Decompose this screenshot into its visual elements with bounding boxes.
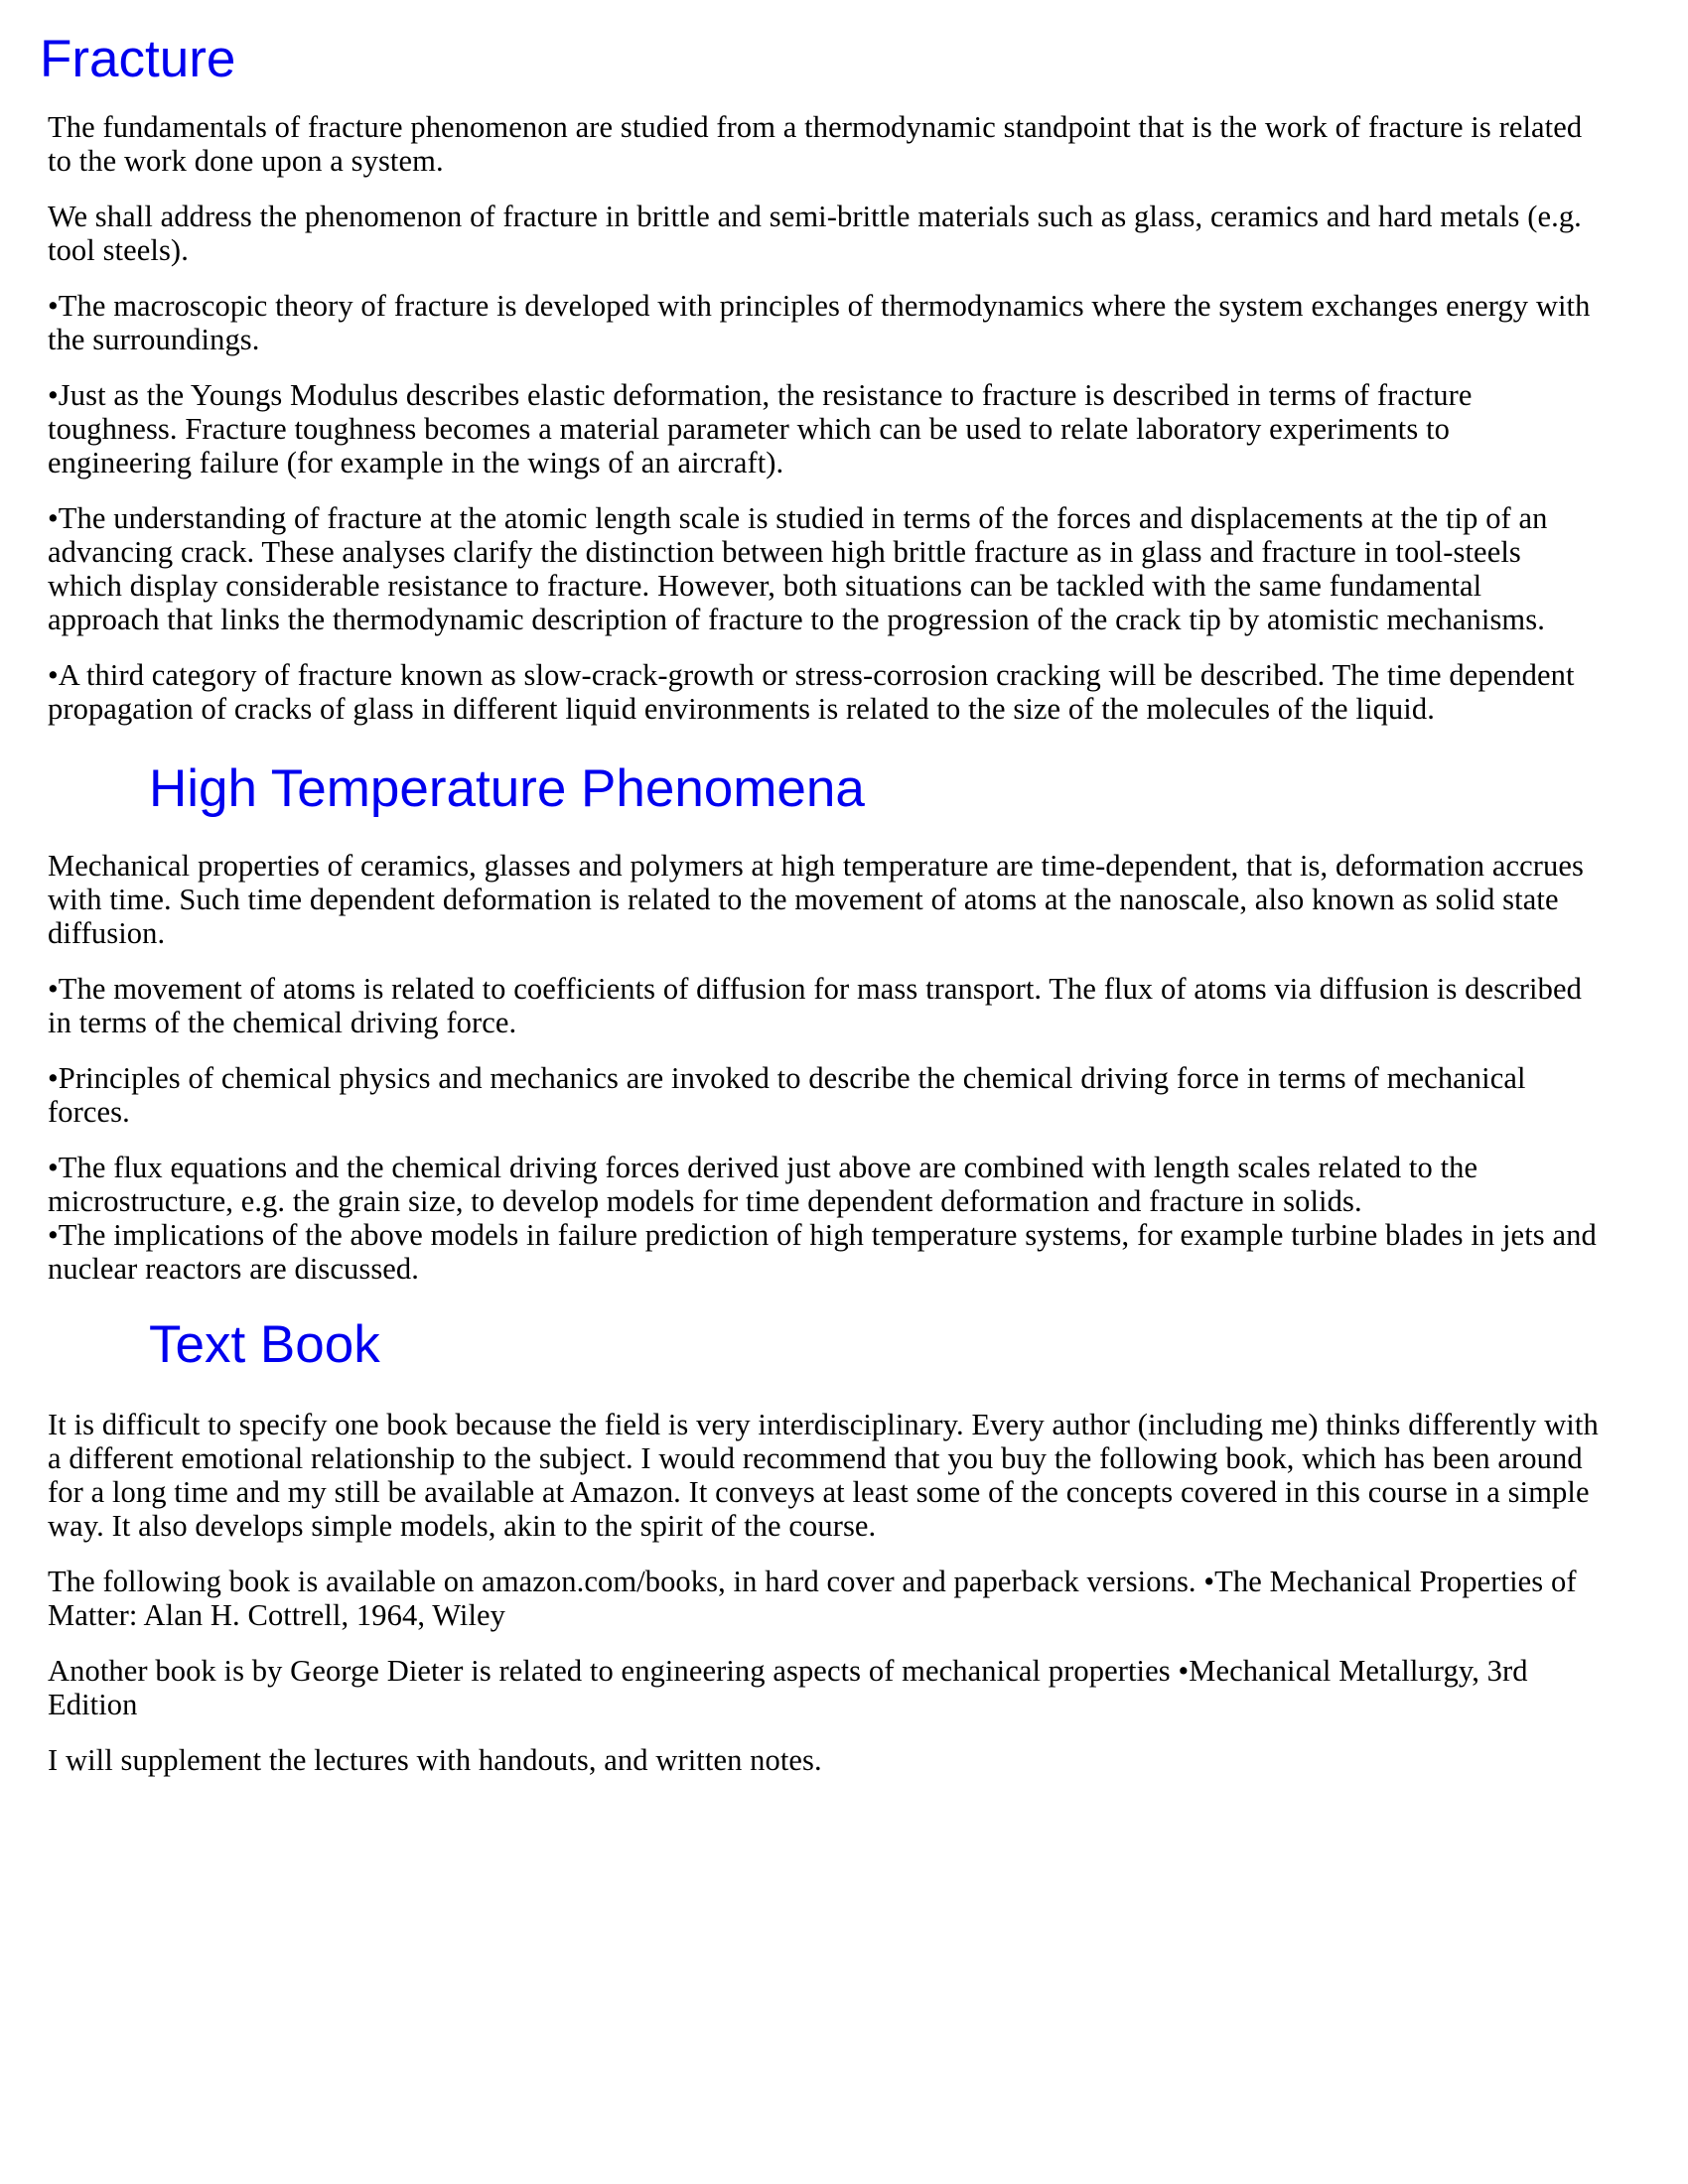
fracture-bullet-2: •Just as the Youngs Modulus describes elastic deformation, the resistance to fracture is described in terms of fracture toughness. Fracture toughness becomes a material parameter which can be used to relate laboratory experiments to engineering failure (for example in the wings of an aircraft). [48, 378, 1473, 480]
high-temperature-bullet-1: •The movement of atoms is related to coefficients of diffusion for mass transport. The flux of atoms via diffusion is described in terms of the chemical driving force. [48, 971, 1582, 1039]
text-book-paragraph-1: It is difficult to specify one book because the field is very interdisciplinary. Every author (including me) thinks differently with a different emotional relationship to the subject. I would recommend that you buy the following book, which has been around for a long time and my still be available at Amazon. It conveys at least some of the concepts covered in this course in a simple way. It also develops simple models, akin to the spirit of the course. [48, 1408, 1599, 1544]
text-book-paragraph-3: Another book is by George Dieter is related to engineering aspects of mechanical properties •Mechanical Metallurgy, 3rd Edition [48, 1654, 1528, 1722]
high-temperature-bullet-2: •Principles of chemical physics and mechanics are invoked to describe the chemical driving force in terms of mechanical forces. [48, 1060, 1526, 1129]
high-temperature-bullet-4: •The implications of the above models in failure prediction of high temperature systems, for example turbine blades in jets and nuclear reactors are discussed. [48, 1217, 1597, 1286]
text-book-paragraph-4: I will supplement the lectures with handouts, and written notes. [48, 1743, 822, 1778]
fracture-bullet-3: •The understanding of fracture at the atomic length scale is studied in terms of the forces and displacements at the tip of an advancing crack. These analyses clarify the distinction between high brittle fracture as in glass and fracture in tool-steels which display considerable resistance to fracture. However, both situations can be tackled with the same fundamental approach that links the thermodynamic description of fracture to the progression of the crack tip by atomistic mechanisms. [48, 501, 1548, 637]
fracture-bullet-4: •A third category of fracture known as slow-crack-growth or stress-corrosion cracking will be described. The time dependent propagation of cracks of glass in different liquid environments is related to the size of the molecules of the liquid. [48, 658, 1575, 727]
section-heading-high-temperature-phenomena: High Temperature Phenomena [149, 759, 865, 819]
section-heading-fracture: Fracture [40, 30, 236, 88]
high-temperature-paragraph-1: Mechanical properties of ceramics, glasses and polymers at high temperature are time-dependent, that is, deformation accrues with time. Such time dependent deformation is related to the movement of atoms at the nanoscale, also known as solid state diffusion. [48, 848, 1584, 950]
text-book-paragraph-2: The following book is available on amazon.com/books, in hard cover and paperback versions. •The Mechanical Properties of Matter: Alan H. Cottrell, 1964, Wiley [48, 1565, 1577, 1633]
section-heading-text-book: Text Book [149, 1314, 380, 1374]
fracture-paragraph-1: The fundamentals of fracture phenomenon are studied from a thermodynamic standpoint that is the work of fracture is related to the work done upon a system. [48, 110, 1583, 179]
fracture-paragraph-2: We shall address the phenomenon of fracture in brittle and semi-brittle materials such as glass, ceramics and hard metals (e.g. tool steels). [48, 200, 1582, 268]
fracture-bullet-1: •The macroscopic theory of fracture is developed with principles of thermodynamics where the system exchanges energy with the surroundings. [48, 289, 1591, 357]
high-temperature-bullet-3: •The flux equations and the chemical driving forces derived just above are combined with length scales related to the microstructure, e.g. the grain size, to develop models for time dependent deformation and fracture in solids. [48, 1150, 1478, 1218]
